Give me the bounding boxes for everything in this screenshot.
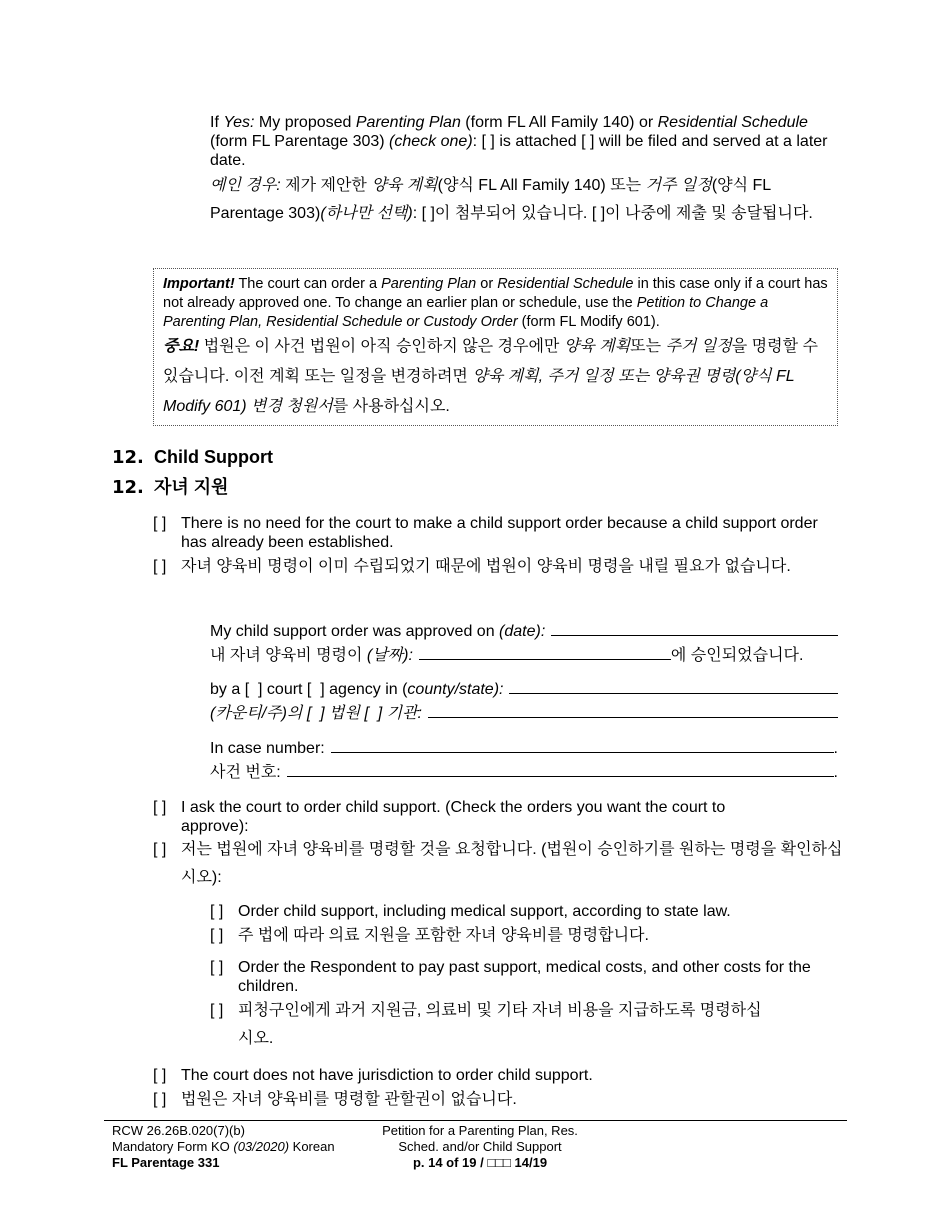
sub-past-support-ko[interactable]: [ ] 피청구인에게 과거 지원금, 의료비 및 기타 자녀 비용을 지급하도록 명령하십시오.: [210, 997, 770, 1053]
case-number-field[interactable]: [331, 752, 834, 753]
court-agency-ko: (카운티/주)의 [ ] 법원 [ ] 기관:: [210, 704, 838, 723]
sub-order-support-en[interactable]: [ ] Order child support, including medical support, according to state law.: [210, 903, 731, 920]
checkbox[interactable]: [ ]: [153, 1067, 167, 1084]
section-heading-en: 12. Child Support: [112, 447, 273, 468]
option-no-jurisdiction-ko[interactable]: [ ] 법원은 자녀 양육비를 명령할 관할권이 없습니다.: [153, 1091, 517, 1108]
section-heading-ko: 12. 자녀 지원: [112, 477, 229, 498]
approved-date-ko: 내 자녀 양육비 명령이 (날짜): 에 승인되었습니다.: [210, 647, 804, 664]
case-number-field-ko[interactable]: [287, 776, 834, 777]
checkbox[interactable]: [ ]: [153, 515, 167, 532]
county-state-field[interactable]: [509, 693, 838, 694]
date-field[interactable]: [551, 635, 838, 636]
footer-center: Petition for a Parenting Plan, Res. Sched. and/or Child Support p. 14 of 19 / □□□ 14/19: [382, 1123, 578, 1170]
sub-past-support-en[interactable]: [ ] Order the Respondent to pay past support, medical costs, and other costs for the children.: [210, 959, 811, 995]
checkbox[interactable]: [ ]: [153, 799, 167, 816]
checkbox[interactable]: [ ]: [210, 959, 224, 976]
case-number-ko: 사건 번호: .: [210, 764, 838, 781]
court-agency-en: by a [ ] court [ ] agency in ( county/state ):: [210, 680, 838, 699]
footer-divider: [104, 1120, 847, 1121]
case-number-en: In case number: .: [210, 740, 838, 757]
checkbox[interactable]: [ ]: [210, 927, 224, 944]
intro-ko: 예인 경우: 제가 제안한 양육 계획(양식 FL All Family 140) 또는 거주 일정(양식 FL Parentage 303)(하나만 선택): [ ]이 첨부되어 있습니다. [ ]이 나중에 제출 및 송달됩니다.: [210, 177, 813, 222]
important-ko: 중요! 법원은 이 사건 법원이 아직 승인하지 않은 경우에만 양육 계획또는 주거 일정을 명령할 수 있습니다. 이전 계획 또는 일정을 변경하려면 양육 계획, 주거 일정 또는 양육권 명령(양식 FL Modify 601) 변경 청원서를 사용하십시오.: [163, 338, 818, 415]
approved-date-en: My child support order was approved on (date):: [210, 622, 838, 641]
option-no-need-ko[interactable]: [ ] 자녀 양육비 명령이 이미 수립되었기 때문에 법원이 양육비 명령을 내릴 필요가 없습니다.: [153, 553, 793, 581]
checkbox[interactable]: [ ]: [210, 903, 224, 920]
checkbox[interactable]: [ ]: [153, 841, 167, 858]
option-no-jurisdiction-en[interactable]: [ ] The court does not have jurisdiction to order child support.: [153, 1067, 593, 1084]
date-field-ko[interactable]: [419, 659, 671, 660]
footer-left: RCW 26.26B.020(7)(b) Mandatory Form KO (03/2020) Korean FL Parentage 331: [112, 1123, 335, 1170]
option-no-need-en[interactable]: [ ] There is no need for the court to make a child support order because a child support order has already been established.: [153, 515, 818, 551]
important-box: [153, 268, 838, 426]
sub-order-support-ko[interactable]: [ ] 주 법에 따라 의료 지원을 포함한 자녀 양육비를 명령합니다.: [210, 927, 649, 944]
option-request-ko[interactable]: [ ] 저는 법원에 자녀 양육비를 명령할 것을 요청합니다. (법원이 승인하기를 원하는 명령을 확인하십시오):: [153, 836, 843, 892]
intro-en: If Yes: My proposed Parenting Plan (form FL All Family 140) or Residential Schedule (form FL Parentage 303) (check one): [ ] is attached [ ] will be filed and served at a later date.: [210, 114, 828, 169]
checkbox[interactable]: [ ]: [153, 558, 167, 575]
checkbox[interactable]: [ ]: [210, 1002, 224, 1019]
checkbox[interactable]: [ ]: [153, 1091, 167, 1108]
option-request-en[interactable]: [ ] I ask the court to order child support. (Check the orders you want the court to approve):: [153, 799, 726, 835]
important-en: Important! The court can order a Parenting Plan or Residential Schedule in this case only if a court has not already approved one. To change an earlier plan or schedule, use the Petition to Change a Parenting Plan, Residential Schedule or Custody Order (form FL Modify 601).: [163, 276, 828, 330]
county-state-field-ko[interactable]: [428, 717, 838, 718]
